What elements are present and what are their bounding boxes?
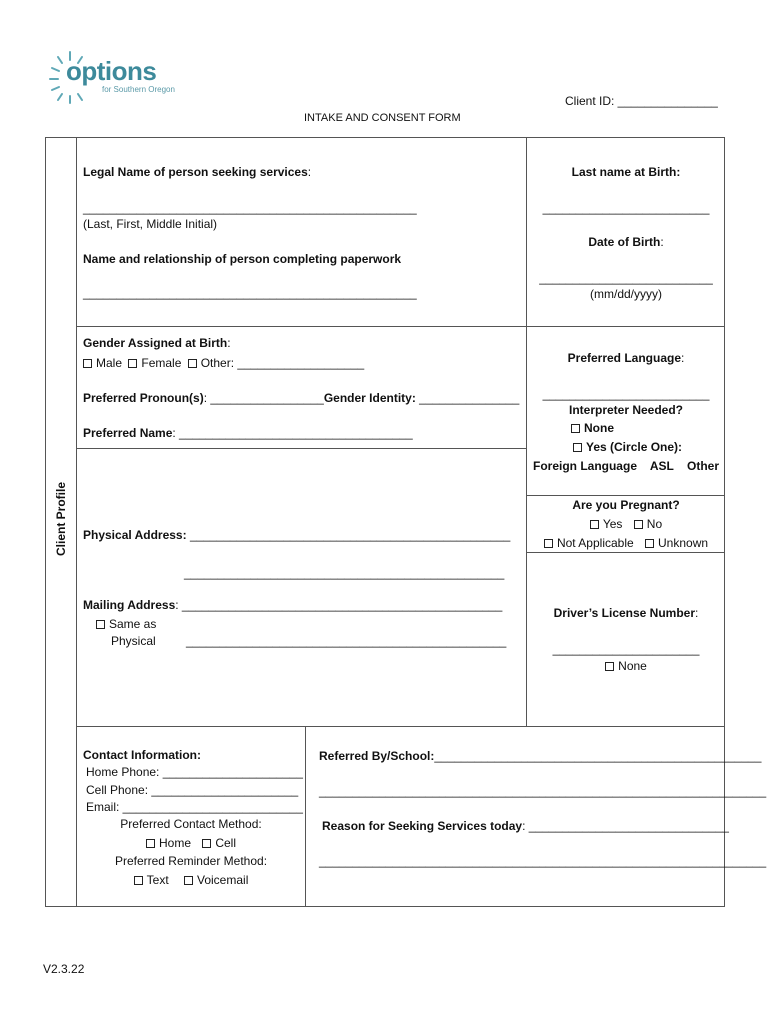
last-name-birth-label: Last name at Birth: xyxy=(571,165,681,179)
logo-subtitle: for Southern Oregon xyxy=(102,85,175,94)
same-as-checkbox[interactable] xyxy=(96,620,105,629)
male-label: Male xyxy=(96,356,123,370)
cell-phone-field[interactable]: Cell Phone: ______________________ xyxy=(86,783,299,797)
legal-name-field[interactable]: __________________________________________________ xyxy=(83,201,417,215)
dob-row xyxy=(527,235,725,249)
referred-field-2[interactable]: ___________________________________________________________________ xyxy=(319,784,767,798)
preferred-name-row xyxy=(83,426,413,440)
pronoun-label: Preferred Pronoun(s) xyxy=(83,391,204,405)
contact-cell-checkbox[interactable] xyxy=(202,839,211,848)
email-field[interactable]: Email: ___________________________ xyxy=(86,800,303,814)
row-divider-1 xyxy=(76,326,725,327)
pronoun-row xyxy=(83,391,519,405)
legal-name-row xyxy=(83,165,311,179)
license-none-label: None xyxy=(618,659,647,673)
row-divider-right-1 xyxy=(526,495,725,496)
legal-name-colon: : xyxy=(307,165,312,179)
gender-identity-field[interactable]: _______________ xyxy=(415,391,520,405)
physical-label: Physical Address: xyxy=(83,528,187,542)
gender-identity-label: Gender Identity: xyxy=(323,391,416,405)
interpreter-options[interactable]: Foreign Language ASL Other xyxy=(532,459,720,473)
pregnant-na-label: Not Applicable xyxy=(556,536,634,550)
license-none xyxy=(527,659,725,673)
row-divider-right-2 xyxy=(526,552,725,553)
last-name-birth-field[interactable]: _________________________ xyxy=(542,201,710,215)
form-title: INTAKE AND CONSENT FORM xyxy=(304,112,461,124)
referred-field[interactable]: _________________________________________________ xyxy=(434,749,762,763)
physical-row xyxy=(83,528,510,542)
bottom-column-divider xyxy=(305,726,306,907)
gender-row xyxy=(83,336,231,350)
reminder-method-label: Preferred Reminder Method: xyxy=(114,854,268,868)
interpreter-yes xyxy=(573,440,682,454)
row-divider-2 xyxy=(76,448,527,449)
interpreter-label: Interpreter Needed? xyxy=(568,403,684,417)
referred-row xyxy=(319,749,761,763)
language-colon: : xyxy=(681,351,685,365)
pregnant-label: Are you Pregnant? xyxy=(572,498,680,512)
contact-home-label: Home xyxy=(158,836,191,850)
license-colon: : xyxy=(695,606,699,620)
pregnant-yes-no xyxy=(527,517,725,531)
side-label: Client Profile xyxy=(54,482,68,557)
referred-label: Referred By/School: xyxy=(319,749,435,763)
version-label: V2.3.22 xyxy=(43,962,85,976)
reminder-text-label: Text xyxy=(146,873,169,887)
interpreter-none xyxy=(571,421,614,435)
female-checkbox[interactable] xyxy=(128,359,137,368)
interpreter-yes-checkbox[interactable] xyxy=(573,443,582,452)
frame-label-divider xyxy=(76,137,77,907)
relationship-label: Name and relationship of person completing paperwork xyxy=(83,252,402,266)
pronoun-field[interactable]: : _________________ xyxy=(203,391,324,405)
license-row xyxy=(527,606,725,620)
relationship-field[interactable]: __________________________________________________ xyxy=(83,286,417,300)
interpreter-yes-label: Yes (Circle One): xyxy=(586,440,683,454)
preferred-name-label: Preferred Name xyxy=(83,426,173,440)
dob-hint: (mm/dd/yyyy) xyxy=(590,287,662,301)
reason-field[interactable]: : ______________________________ xyxy=(522,819,729,833)
reason-field-2[interactable]: ___________________________________________________________________ xyxy=(319,854,767,868)
legal-name-hint: (Last, First, Middle Initial) xyxy=(83,217,218,231)
mailing-row xyxy=(83,598,502,612)
language-field[interactable]: _________________________ xyxy=(542,387,710,401)
pregnant-unknown-checkbox[interactable] xyxy=(645,539,654,548)
reminder-voicemail-checkbox[interactable] xyxy=(184,876,193,885)
contact-label: Contact Information: xyxy=(83,748,201,762)
physical-field-2[interactable]: ________________________________________________ xyxy=(184,566,505,580)
dob-label: Date of Birth xyxy=(588,235,661,249)
physical-field[interactable]: ________________________________________________ xyxy=(186,528,511,542)
pregnant-na-checkbox[interactable] xyxy=(544,539,553,548)
reminder-text-checkbox[interactable] xyxy=(134,876,143,885)
interpreter-none-checkbox[interactable] xyxy=(571,424,580,433)
language-row xyxy=(527,351,725,365)
mailing-field[interactable]: : ________________________________________________ xyxy=(175,598,503,612)
reminder-voicemail-label: Voicemail xyxy=(197,873,249,887)
same-as-label: Same as xyxy=(109,617,157,631)
contact-cell-label: Cell xyxy=(215,836,237,850)
gender-colon: : xyxy=(227,336,231,350)
other-checkbox[interactable] xyxy=(188,359,197,368)
reason-row xyxy=(322,819,729,833)
pregnant-unknown-label: Unknown xyxy=(658,536,709,550)
physical-word: Physical xyxy=(111,634,156,648)
male-checkbox[interactable] xyxy=(83,359,92,368)
frame-left xyxy=(45,137,46,907)
license-field[interactable]: ______________________ xyxy=(552,642,700,656)
home-phone-field[interactable]: Home Phone: _____________________ xyxy=(86,765,303,779)
row-divider-3 xyxy=(76,726,725,727)
legal-name-label: Legal Name of person seeking services xyxy=(83,165,308,179)
gender-label: Gender Assigned at Birth xyxy=(83,336,228,350)
reason-label: Reason for Seeking Services today xyxy=(322,819,523,833)
license-label: Driver’s License Number xyxy=(553,606,696,620)
language-label: Preferred Language xyxy=(567,351,682,365)
contact-method-options xyxy=(77,836,305,850)
client-id: Client ID: _______________ xyxy=(565,94,718,108)
interpreter-none-label: None xyxy=(584,421,614,435)
mailing-label: Mailing Address xyxy=(83,598,176,612)
contact-method-label: Preferred Contact Method: xyxy=(120,817,262,831)
female-label: Female xyxy=(141,356,182,370)
logo xyxy=(48,48,198,104)
dob-field[interactable]: __________________________ xyxy=(539,271,713,285)
pregnant-no-checkbox[interactable] xyxy=(634,520,643,529)
dob-colon: : xyxy=(660,235,664,249)
logo-name: options xyxy=(66,56,157,86)
pregnant-no-label: No xyxy=(646,517,663,531)
frame-top xyxy=(45,137,725,138)
other-label[interactable]: Other: ___________________ xyxy=(200,356,365,370)
gender-options xyxy=(83,356,364,370)
same-as-physical xyxy=(96,617,156,631)
reminder-method-options xyxy=(77,873,305,887)
pregnant-yes-checkbox[interactable] xyxy=(590,520,599,529)
pregnant-yes-label: Yes xyxy=(602,517,623,531)
contact-home-checkbox[interactable] xyxy=(146,839,155,848)
mailing-field-2[interactable]: ________________________________________________ xyxy=(186,634,507,648)
frame-bottom xyxy=(45,906,725,907)
pregnant-other xyxy=(527,536,725,550)
column-divider xyxy=(526,137,527,727)
license-none-checkbox[interactable] xyxy=(605,662,614,671)
preferred-name-field[interactable]: : ___________________________________ xyxy=(172,426,413,440)
